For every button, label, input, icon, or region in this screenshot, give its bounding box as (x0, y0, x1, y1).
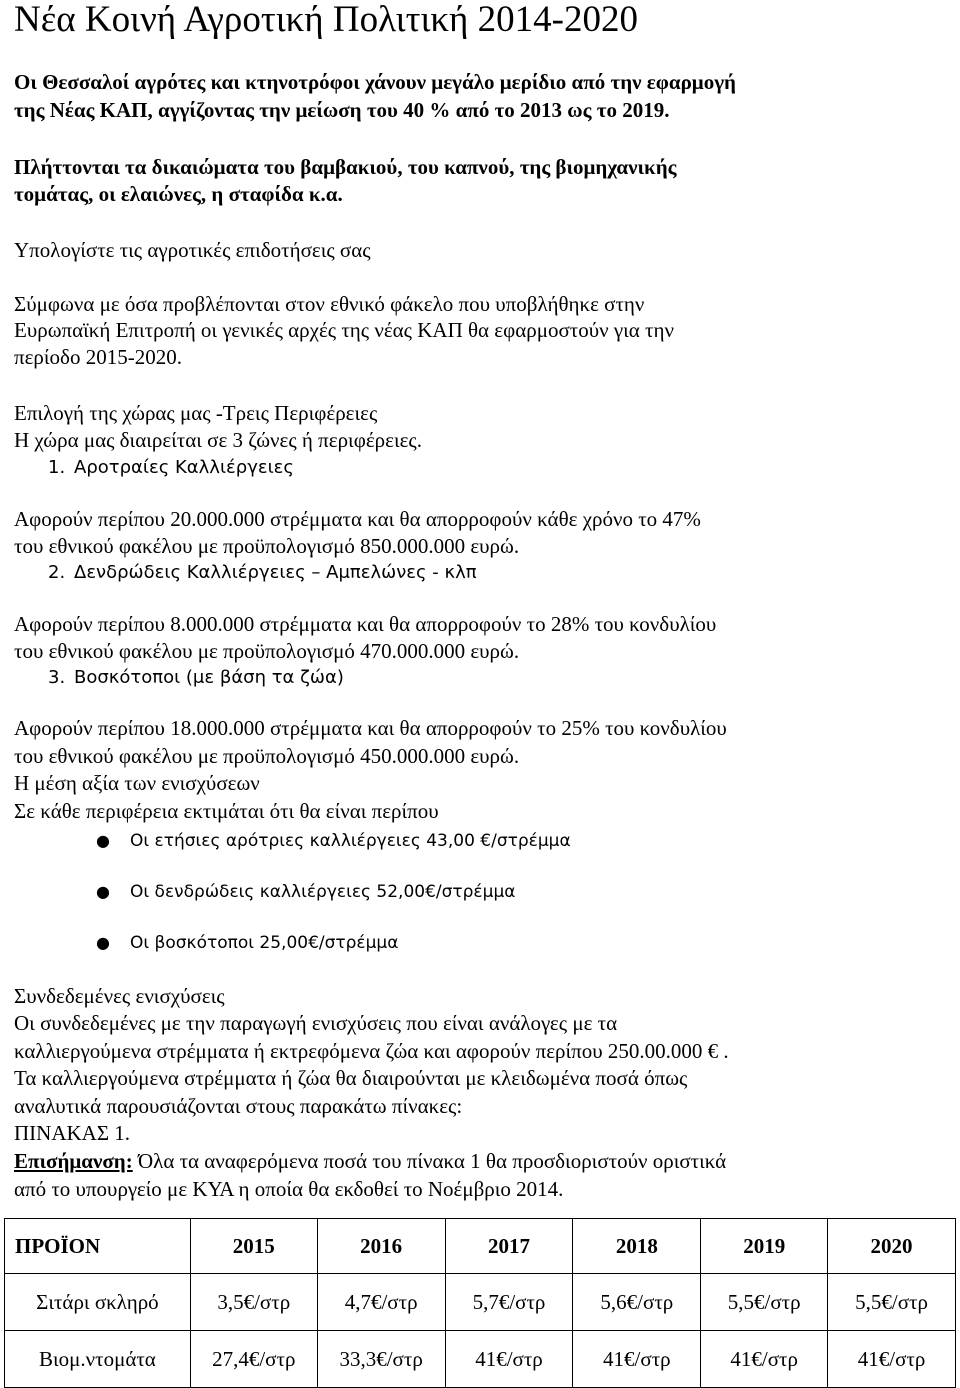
bullet-text: Οι δενδρώδεις καλλιέργειες 52,00€/στρέμμα (130, 882, 516, 902)
table-header-cell: 2015 (190, 1219, 317, 1274)
note-label: Επισήμανση: (14, 1149, 133, 1173)
note-line-2: από το υπουργείο με ΚΥΑ η οποία θα εκδοθεί το Νοέμβριο 2014. (14, 1177, 564, 1201)
table-header-row (5, 1219, 956, 1274)
note-text: Όλα τα αναφερόμενα ποσά του πίνακα 1 θα προσδιοριστούν οριστικά (132, 1149, 727, 1173)
bullet-icon: ● (96, 882, 110, 901)
table-cell: 3,5€/στρ (190, 1274, 317, 1331)
regions-heading: Επιλογή της χώρας μας -Τρεις Περιφέρειες (14, 401, 378, 425)
table-cell: 41€/στρ (573, 1331, 701, 1388)
note-line-1 (14, 1149, 726, 1175)
table-cell: Σιτάρι σκληρό (5, 1274, 191, 1331)
table-cell: 5,5€/στρ (701, 1274, 828, 1331)
table-header-cell: 2018 (573, 1219, 701, 1274)
bullet-icon: ● (96, 831, 110, 850)
intro-line-4: τομάτας, οι ελαιώνες, η σταφίδα κ.α. (14, 182, 343, 206)
bullet-text: Οι βοσκότοποι 25,00€/στρέμμα (130, 933, 399, 953)
zone-3-line-1: Αφορούν περίπου 18.000.000 στρέμματα και θα απορροφούν το 25% του κονδυλίου (14, 716, 727, 740)
table-cell: 5,5€/στρ (828, 1274, 956, 1331)
table-cell: 41€/στρ (701, 1331, 828, 1388)
table-header-cell: 2020 (828, 1219, 956, 1274)
intro-line-2: της Νέας ΚΑΠ, αγγίζοντας την μείωση του 40 % από το 2013 ως το 2019. (14, 98, 670, 122)
zone-2-title: Δενδρώδεις Καλλιέργειες – Αμπελώνες - κλπ (74, 562, 477, 583)
intro-line-1: Οι Θεσσαλοί αγρότες και κτηνοτρόφοι χάνουν μεγάλο μερίδιο από την εφαρμογή (14, 70, 736, 94)
average-heading: Η μέση αξία των ενισχύσεων (14, 771, 260, 795)
table-cell: 5,6€/στρ (573, 1274, 701, 1331)
coupled-line-2: καλλιεργούμενα στρέμματα ή εκτρεφόμενα ζώα και αφορούν περίπου 250.00.000 € . (14, 1039, 729, 1063)
table-cell: Βιομ.ντομάτα (5, 1331, 191, 1388)
zone-1-line-1: Αφορούν περίπου 20.000.000 στρέμματα και θα απορροφούν κάθε χρόνο το 47% (14, 507, 701, 531)
table-header-cell: 2017 (445, 1219, 573, 1274)
regions-text: Η χώρα μας διαιρείται σε 3 ζώνες ή περιφέρειες. (14, 428, 422, 452)
national-file-line-3: περίοδο 2015-2020. (14, 345, 182, 369)
zone-3-line-2: του εθνικού φακέλου με προϋπολογισμό 450.000.000 ευρώ. (14, 744, 520, 768)
table-header-cell: 2016 (317, 1219, 445, 1274)
page-title: Νέα Κοινή Αγροτική Πολιτική 2014-2020 (14, 0, 638, 40)
table-row (5, 1274, 956, 1331)
zone-2-line-1: Αφορούν περίπου 8.000.000 στρέμματα και θα απορροφούν το 28% του κονδυλίου (14, 612, 717, 636)
zone-2-number: 2. (48, 562, 66, 583)
intro-line-3: Πλήττονται τα δικαιώματα του βαμβακιού, του καπνού, της βιομηχανικής (14, 155, 677, 179)
table-header-cell: ΠΡΟΪΟΝ (5, 1219, 191, 1274)
table-cell: 4,7€/στρ (317, 1274, 445, 1331)
coupled-line-4: αναλυτικά παρουσιάζονται στους παρακάτω πίνακες: (14, 1094, 463, 1118)
table-cell: 27,4€/στρ (190, 1331, 317, 1388)
bullet-icon: ● (96, 933, 110, 952)
zone-3-label (48, 665, 344, 690)
coupled-line-3: Τα καλλιεργούμενα στρέμματα ή ζώα θα διαιρούνται με κλειδωμένα ποσά όπως (14, 1066, 688, 1090)
calc-heading: Υπολογίστε τις αγροτικές επιδοτήσεις σας (14, 238, 371, 262)
table-cell: 41€/στρ (445, 1331, 573, 1388)
table-cell: 33,3€/στρ (317, 1331, 445, 1388)
zone-1-title: Αροτραίες Καλλιέργειες (74, 457, 294, 478)
average-text: Σε κάθε περιφέρεια εκτιμάται ότι θα είναι περίπου (14, 799, 439, 823)
table-header-cell: 2019 (701, 1219, 828, 1274)
bullet-text: Οι ετήσιες αρότριες καλλιέργειες 43,00 €/στρέμμα (130, 831, 571, 851)
zone-3-number: 3. (48, 667, 66, 688)
zone-3-title: Βοσκότοποι (με βάση τα ζώα) (74, 667, 344, 688)
table-cell: 41€/στρ (828, 1331, 956, 1388)
coupled-heading: Συνδεδεμένες ενισχύσεις (14, 984, 225, 1008)
national-file-line-2: Ευρωπαϊκή Επιτροπή οι γενικές αρχές της νέας ΚΑΠ θα εφαρμοστούν για την (14, 318, 674, 342)
zone-1-line-2: του εθνικού φακέλου με προϋπολογισμό 850.000.000 ευρώ. (14, 534, 520, 558)
coupled-line-1: Οι συνδεδεμένες με την παραγωγή ενισχύσεις που είναι ανάλογες με τα (14, 1011, 618, 1035)
zone-2-label (48, 560, 477, 585)
zone-1-number: 1. (48, 457, 66, 478)
zone-1-label (48, 455, 294, 480)
table-label: ΠΙΝΑΚΑΣ 1. (14, 1121, 131, 1145)
zone-2-line-2: του εθνικού φακέλου με προϋπολογισμό 470.000.000 ευρώ. (14, 639, 520, 663)
subsidy-table (4, 1218, 956, 1388)
table-cell: 5,7€/στρ (445, 1274, 573, 1331)
table-row (5, 1331, 956, 1388)
national-file-line-1: Σύμφωνα με όσα προβλέπονται στον εθνικό φάκελο που υποβλήθηκε στην (14, 292, 645, 316)
